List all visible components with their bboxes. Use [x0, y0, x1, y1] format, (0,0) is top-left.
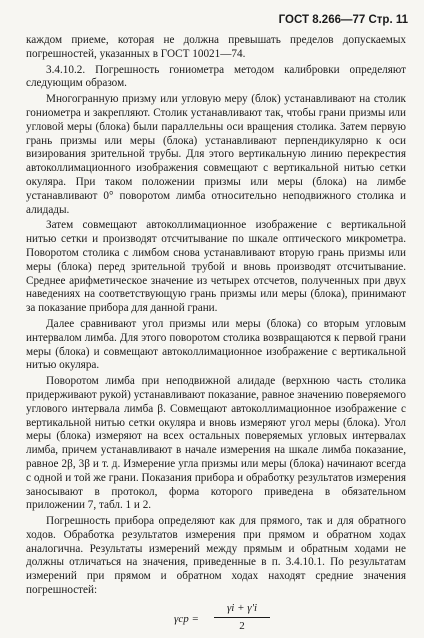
body-text [26, 34, 406, 638]
paragraph: Погрешность прибора определяют как для прямого, так и для обратного ходов. Обработка результатов измерения при прямом и обратном ходах аналогична. Результаты измерений между прямым и обратным ходами не должны отличаться на значения, приведенные в п. 3.4.10.1. По результатам измерений при прямом и обратном ходах находят средние значения погрешностей: [26, 515, 406, 597]
paragraph: Далее сравнивают угол призмы или меры (блока) со вторым угловым интервалом лимба. Для этого поворотом столика возвращаются к первой грани меры (блока) и совмещают автоколлимационное изображение с вертикальной нитью окуляра. [26, 317, 406, 372]
mean-error-formula [26, 602, 406, 638]
page-header [279, 14, 408, 26]
paragraph: каждом приеме, которая не должна превышать пределов допускаемых погрешностей, указанных в ГОСТ 10021—74. [26, 34, 406, 60]
paragraph: Многогранную призму или угловую меру (блок) устанавливают на столик гониометра и закрепляют. Столик устанавливают так, чтобы грани призмы или угловой меры (блока) были параллельны оси вращения столика. Затем первую грань призмы или меры (блока) устанавливают перпендикулярно к оси визирования зрительной трубы. Для этого вертикальную линию перекрестия автоколлимационного изображения совмещают с вертикальной нитью сетки окуляра. При таком положении призмы или меры (блока) на лимбе устанавливают 0° поворотом лимба относительно неподвижного столика и алидады. [26, 93, 406, 216]
standard-number: ГОСТ 8.266—77 [278, 14, 366, 26]
page-number: Стр. 11 [368, 14, 408, 26]
formula-numerator: γi + γ'i [226, 601, 258, 614]
fraction-bar [214, 617, 270, 618]
paragraph: 3.4.10.2. Погрешность гониометра методом калибровки определяют следующим образом. [26, 63, 406, 90]
paragraph: Затем совмещают автоколлимационное изображение с вертикальной нитью сетки и производят отсчитывание по шкале оптического микрометра. Поворотом столика с лимбом снова устанавливают вторую грань призмы или меры (блока) перед зрительной трубой и вновь производят отсчитывание. Среднее арифметическое значение из четырех отсчетов, полученных при двух наведениях на соответствующую грань призмы или меры (блока), принимают за показание прибора для данной грани. [26, 219, 406, 315]
formula-lhs: γср = [174, 612, 199, 625]
formula-denominator: 2 [239, 619, 245, 632]
paragraph: Поворотом лимба при неподвижной алидаде (верхнюю часть столика придерживают рукой) устанавливают показание, равное значению поверяемого углового интервала лимба β. Совмещают автоколлимационное изображение с вертикальной нитью сетки окуляра и вновь измеряют угол меры (блока). Угол меры (блока) измеряют на всех остальных поверяемых угловых интервалах лимба, причем устанавливают в начале измерения на шкале лимба показание, равное 2β, 3β и т. д. Измерение угла призмы или меры (блока) начинают всегда с одной и той же грани. Показания прибора и обработку результатов измерения заносывают в протокол, форма которого приведена в обязательном приложении 7, табл. 1 и 2. [26, 375, 406, 512]
